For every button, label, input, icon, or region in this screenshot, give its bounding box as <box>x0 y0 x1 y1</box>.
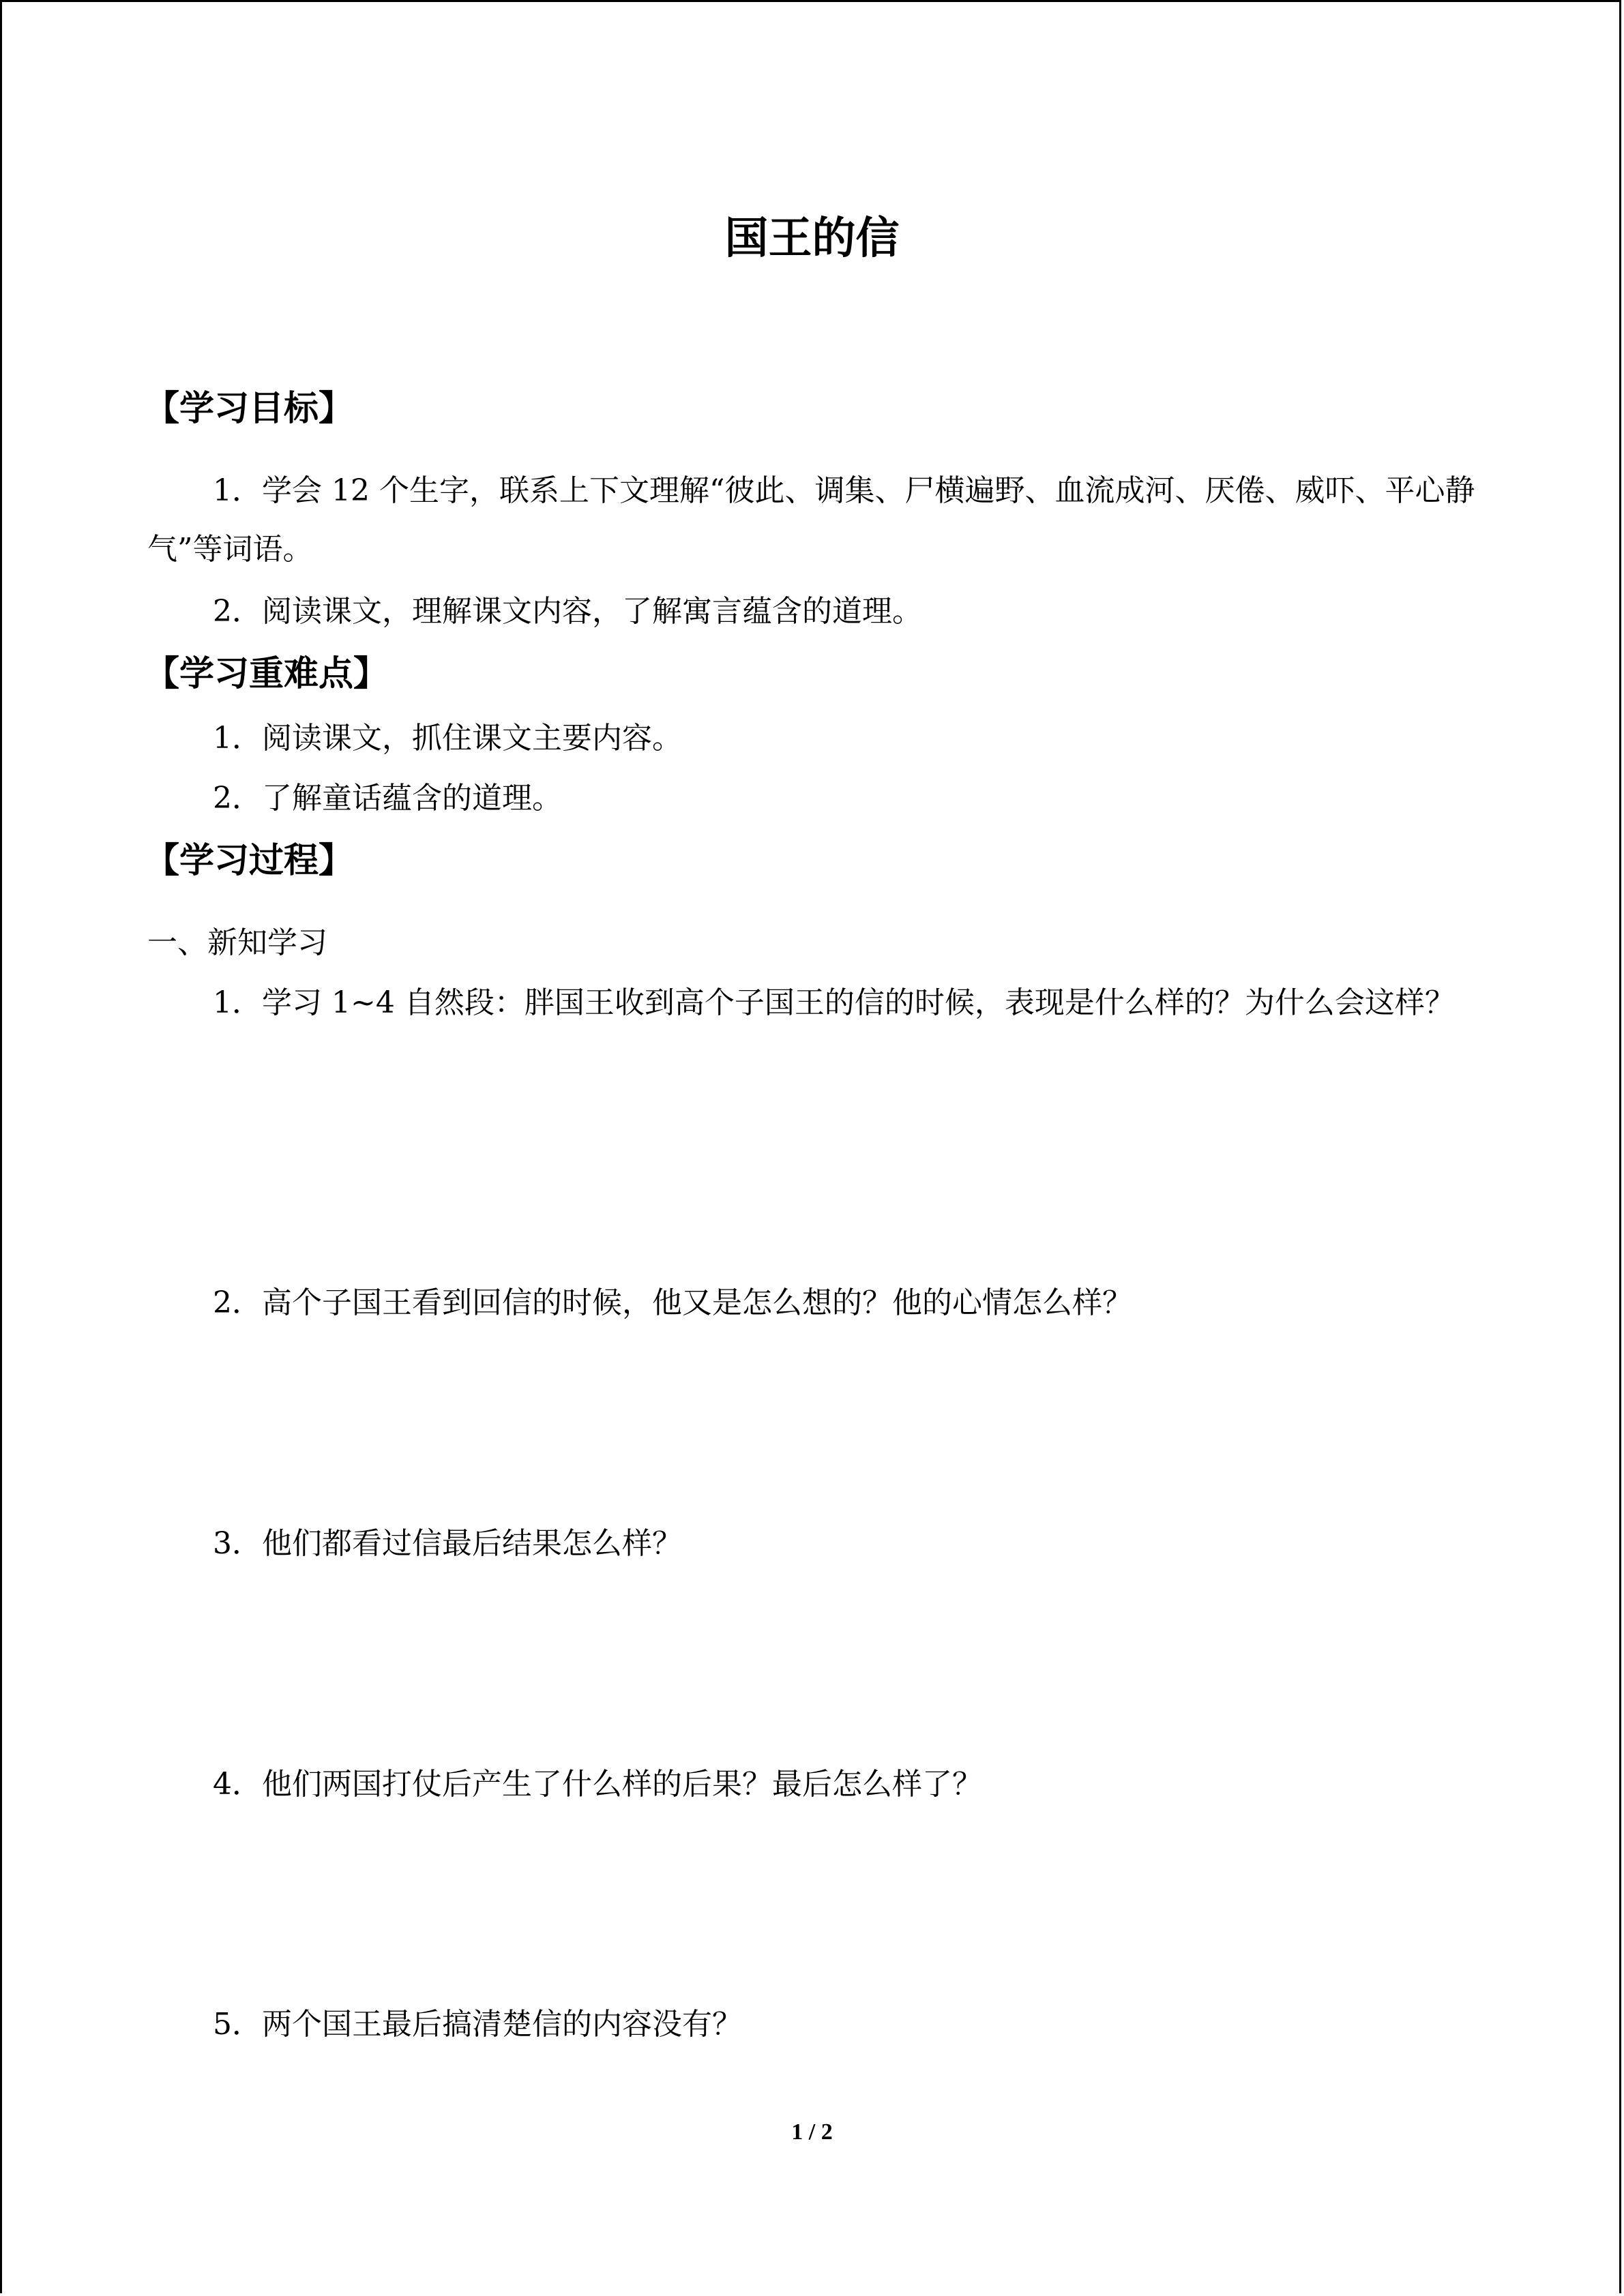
key-points-heading: 【学习重难点】 <box>145 654 389 694</box>
page-title: 国王的信 <box>724 213 900 264</box>
question-5: 5．两个国王最后搞清楚信的内容没有？ <box>213 2007 742 2042</box>
key-point-item-1: 1．阅读课文，抓住课文主要内容。 <box>213 721 682 756</box>
new-knowledge-subheading: 一、新知学习 <box>147 925 327 960</box>
objective-item-2: 2．阅读课文，理解课文内容，了解寓言蕴含的道理。 <box>213 594 922 629</box>
question-3: 3．他们都看过信最后结果怎么样？ <box>213 1526 682 1561</box>
question-4: 4．他们两国打仗后产生了什么样的后果？最后怎么样了？ <box>213 1767 982 1802</box>
page-number: 1 / 2 <box>791 2119 833 2145</box>
process-heading: 【学习过程】 <box>145 841 354 881</box>
objectives-heading: 【学习目标】 <box>145 389 354 429</box>
objective-item-1: 1．学会 12 个生字，联系上下文理解“彼此、调集、尸横遍野、血流成河、厌倦、威吓、平心静气”等词语。 <box>147 473 1475 567</box>
question-2: 2．高个子国王看到回信的时候，他又是怎么想的？他的心情怎么样？ <box>213 1285 1132 1320</box>
question-1: 1．学习 1~4 自然段：胖国王收到高个子国王的信的时候，表现是什么样的？为什么会这样？ <box>213 985 1455 1020</box>
key-point-item-2: 2．了解童话蕴含的道理。 <box>213 781 562 816</box>
